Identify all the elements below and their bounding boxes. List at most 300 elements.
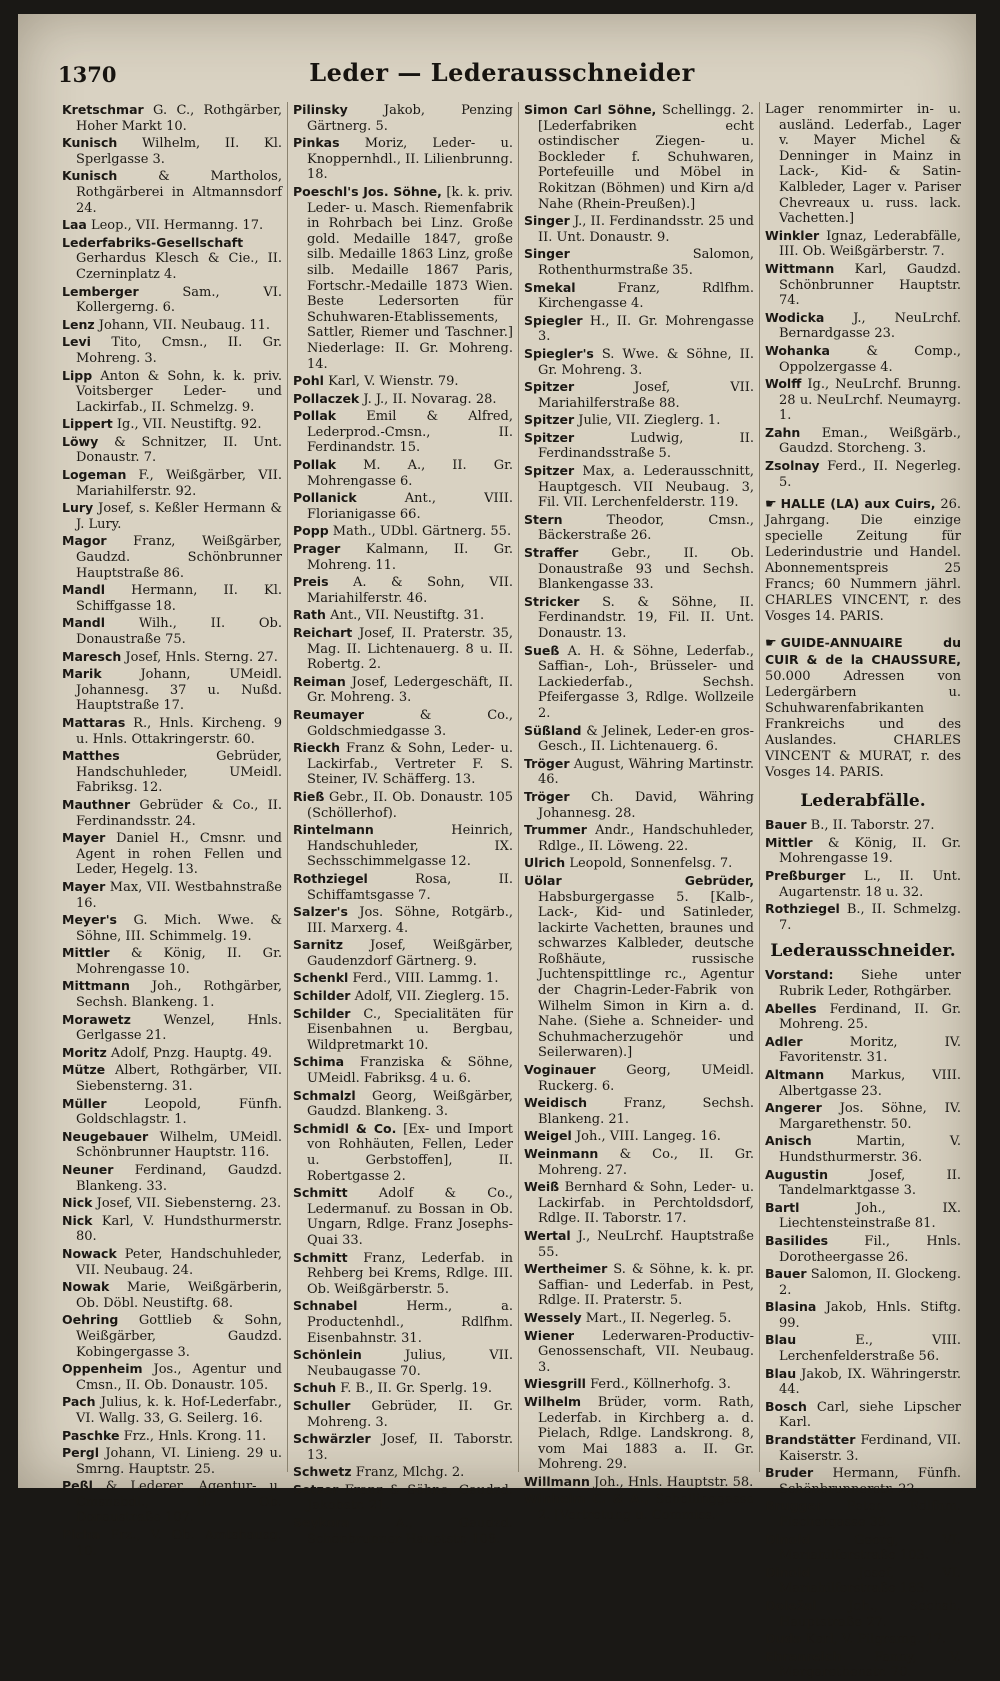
directory-entry	[524, 412, 754, 429]
directory-entry	[62, 1246, 282, 1278]
entry-text: Josef, II. Tandelmarktgasse 3.	[779, 1167, 961, 1199]
directory-entry	[765, 458, 961, 490]
entry-text: Gerhardus Klesch & Cie., II. Czerninplatz 4.	[76, 251, 282, 282]
entry-text: Gebr., II. Ob. Donaustraße 93 und Sechsh. Blankengasse 33.	[538, 546, 754, 593]
entry-name: Kunisch	[62, 135, 118, 151]
directory-entry	[524, 723, 754, 755]
directory-entry	[524, 102, 754, 212]
directory-entry	[293, 740, 513, 788]
entry-name: Winkler	[765, 227, 820, 243]
entry-text: Fil., Hnls. Dorotheergasse 26.	[779, 1233, 961, 1265]
entry-name: Schuh	[293, 1380, 337, 1396]
directory-entry	[62, 748, 282, 796]
entry-text: S. Wwe. & Söhne, II. Gr. Mohreng. 3.	[538, 346, 754, 378]
directory-entry	[62, 1478, 282, 1526]
entry-text: Franz, Mlchg. 2.	[355, 1465, 465, 1481]
directory-entry	[524, 1261, 754, 1309]
entry-name: Popp	[293, 523, 329, 539]
entry-name: Schilder	[293, 1005, 351, 1021]
entry-text: Tito, Cmsn., II. Gr. Mohreng. 3.	[76, 335, 282, 366]
directory-entry	[293, 1054, 513, 1086]
directory-entry	[765, 1233, 961, 1265]
directory-entry	[293, 625, 513, 673]
entry-name: Schmalzl	[293, 1087, 356, 1103]
entry-text: Karl, V. Hundsthurmerstr. 80.	[76, 1213, 282, 1245]
entry-name: Wertheimer	[524, 1261, 608, 1277]
entry-name: Pollanick	[293, 490, 357, 506]
entry-text: Ferdinand, VII. Kaiserstr. 3.	[779, 1433, 961, 1464]
entry-text: Wilh., II. Ob. Donaustraße 75.	[76, 616, 282, 647]
directory-entry	[293, 1431, 513, 1463]
section-heading: Lederausschneider.	[770, 941, 956, 962]
entry-name: Wiener	[524, 1327, 575, 1343]
entry-continuation	[765, 102, 961, 227]
directory-entry	[524, 1228, 754, 1260]
entry-name: Brugger	[765, 1498, 823, 1514]
entry-name: Mütze	[62, 1062, 106, 1078]
entry-text: Ig., NeuLrchf. Brunng. 28 u. NeuLrchf. Neumayrg. 1.	[779, 377, 961, 424]
directory-entry	[524, 213, 754, 245]
directory-entry	[524, 512, 754, 544]
entry-text: F. B., II. Gr. Sperlg. 19.	[340, 1381, 492, 1397]
directory-entry	[293, 490, 513, 522]
entry-text: Georg, VI. Mariahilferstraße 103.	[779, 1532, 961, 1564]
directory-entry	[62, 317, 282, 334]
entry-text: Moritz, IV. Favoritenstr. 31.	[779, 1034, 961, 1066]
directory-entry	[293, 457, 513, 489]
entry-text: Adolf, VII. Zieglerg. 15.	[354, 989, 510, 1005]
entry-name: Wittmann	[765, 260, 835, 276]
entry-name: Voginauer	[524, 1062, 596, 1078]
entry-name: Lipp	[62, 367, 93, 383]
entry-name: Mandl	[62, 582, 106, 598]
entry-name: Lippert	[62, 416, 113, 432]
directory-entry	[765, 1432, 961, 1464]
directory-entry	[293, 1250, 513, 1298]
entry-name: Pollaczek	[293, 390, 360, 406]
directory-entry	[62, 434, 282, 466]
directory-entry	[765, 1649, 961, 1681]
entry-name: Bartl	[765, 1199, 800, 1215]
directory-entry	[293, 970, 513, 987]
entry-name: Dinold	[765, 1564, 811, 1580]
entry-name: Duda	[765, 1631, 802, 1647]
entry-text: Ant., VIII. Florianigasse 66.	[307, 491, 513, 522]
entry-name: Peßl	[62, 1478, 93, 1494]
column-1	[62, 102, 288, 1559]
directory-entry	[293, 707, 513, 739]
directory-entry	[524, 1328, 754, 1376]
entry-text: Andr., Handschuhleder, Rdlge., II. Löweng. 22.	[538, 823, 754, 854]
entry-name: Wilhelm	[524, 1393, 582, 1409]
entry-name: Schönlein	[293, 1347, 362, 1363]
directory-entry	[524, 379, 754, 411]
entry-text: J. J., II. Novarag. 28.	[363, 391, 497, 407]
entry-text: [k. k. priv. Leder- u. Masch. Riemenfabrik in Rohrbach bei Linz. Große gold. Medaille 1847, große silb. Medaille 1863 Linz, große silb. Medaille 1867 Paris, Fortschr.-Medaille 1873 Wien. Beste Ledersorten für Schuhwaren-Etablissements, Sattler, Riemer und Taschner.] Niederlage: II. Gr. Mohreng. 14.	[307, 184, 513, 372]
directory-entry	[293, 871, 513, 903]
entry-name: Doležal	[765, 1597, 817, 1613]
directory-entry	[293, 1088, 513, 1120]
entry-text: Gebrüder, II. Gr. Mohreng. 3.	[307, 1398, 513, 1430]
directory-entry	[62, 1279, 282, 1311]
entry-text: Josef, VII. Mariahilferstraße 88.	[538, 380, 754, 411]
entry-name: Mauthner	[62, 796, 131, 812]
entry-name: Mayer	[62, 878, 106, 894]
directory-entry	[62, 1162, 282, 1194]
directory-entry	[765, 967, 961, 999]
entry-text: Sam., VI. Kollergerng. 6.	[76, 284, 282, 316]
entry-text: Karl, V. Pilgramg. 17.	[805, 1632, 947, 1648]
entry-text: Joh., IX. Liechtensteinstraße 81.	[779, 1200, 961, 1232]
directory-entry	[524, 545, 754, 593]
entry-text: Ferdinand, II. Gr. Mohreng. 25.	[779, 1001, 961, 1033]
entry-name: Lury	[62, 500, 94, 516]
entry-text: Josef, II. Praterstr. 35, Mag. II. Lichtenauerg. 8 u. II. Robertg. 2.	[307, 626, 513, 673]
entry-text: L., II. Unt. Augartenstr. 18 u. 32.	[779, 869, 962, 900]
entry-name: Levi	[62, 334, 91, 350]
entry-text: Ch. David, Währing Johannesg. 28.	[538, 789, 754, 821]
entry-text: & Comp., Oppolzergasse 4.	[779, 343, 961, 375]
entry-name: Wertal	[524, 1227, 571, 1243]
directory-entry	[62, 467, 282, 499]
entry-name: Süßland	[524, 722, 582, 738]
entry-text: Hermann, II. Kl. Schiffgasse 18.	[76, 583, 282, 614]
entry-name: Zahn	[765, 424, 801, 440]
entry-text: & Co., II. Gr. Mohreng. 27.	[538, 1147, 755, 1178]
entry-name: Spitzer	[524, 463, 575, 479]
directory-entry	[765, 1399, 961, 1431]
entry-name: Paschke	[62, 1427, 120, 1443]
entry-name: Schmidl & Co.	[293, 1120, 397, 1136]
directory-entry	[62, 500, 282, 532]
directory-entry	[765, 1167, 961, 1199]
directory-entry	[524, 1128, 754, 1145]
entry-name: Prager	[293, 541, 341, 557]
directory-entry	[293, 1464, 513, 1481]
entry-name: Pach	[62, 1394, 96, 1410]
directory-entry	[293, 822, 513, 870]
entry-text: Daniel H., Cmsnr. und Agent in rohen Fellen und Leder, Hegelg. 13.	[76, 831, 282, 878]
entry-name: Wodicka	[765, 309, 825, 325]
entry-text: Bernhard & Sohn, Leder- u. Lackirfab. in Perchtoldsdorf, Rdlge. II. Taborstr. 17.	[538, 1180, 754, 1227]
directory-entry	[524, 463, 754, 511]
directory-entry	[293, 1006, 513, 1054]
directory-entry	[62, 1012, 282, 1044]
entry-name: Rath	[293, 607, 326, 623]
entry-name: Schmitt	[293, 1185, 348, 1201]
entry-text: & König, II. Gr. Mohrengasse 10.	[76, 946, 282, 977]
directory-entry	[62, 334, 282, 366]
entry-name: Mittmann	[62, 978, 130, 994]
entry-text: Franz & Sohn, Leder- u. Lackirfab., Vertreter F. S. Steiner, IV. Schäfferg. 13.	[307, 741, 513, 788]
entry-text: Adolf & Co., Ledermanuf. zu Bossan in Ob. Ungarn, Rdlge. Franz Josephs-Quai 33.	[307, 1186, 514, 1248]
directory-entry	[293, 1398, 513, 1430]
entry-text: Lager renommirter in- u. ausländ. Lederfab., Lager v. Mayer Michel & Denninger in Mainz in Lack-, Kid- & Satin-Kalbleder, Lager v. Pariser Chevreaux u. russ. lack. Vachetten.]	[765, 102, 961, 227]
directory-entry	[62, 615, 282, 647]
entry-name: Salzer's	[293, 904, 348, 920]
entry-text: Wilhelm, UMeidl. Schönbrunner Hauptstr. 116.	[76, 1129, 282, 1161]
entry-text: G. C., Rothgärber, Hoher Markt 10.	[76, 103, 282, 134]
entry-name: Dinold	[765, 1531, 811, 1547]
entry-text: Josef, s. Keßler Hermann & J. Lury.	[76, 501, 282, 532]
entry-text: Ig., VII. Neustiftg. 92.	[116, 417, 262, 433]
entry-name: Blasina	[765, 1299, 817, 1315]
directory-entry	[62, 1096, 282, 1128]
entry-text: A. & Sohn, VII. Mariahilferstr. 46.	[307, 575, 513, 606]
directory-entry	[293, 674, 513, 706]
directory-entry	[765, 1532, 961, 1564]
entry-name: Magor	[62, 533, 107, 549]
directory-entry	[524, 1491, 754, 1523]
directory-entry	[765, 868, 961, 900]
entry-text: Franziska & Söhne, UMeidl. Fabriksg. 4 u. 6.	[307, 1055, 513, 1087]
entry-name: Trummer	[524, 822, 587, 838]
entry-text: Fanny, V. Margarethenstr. 70.	[779, 1649, 961, 1681]
entry-name: GUIDE-ANNUAIRE du CUIR & de la CHAUSSURE,	[765, 635, 961, 668]
entry-text: Math., UDbl. Gärtnerg. 55.	[332, 524, 512, 540]
entry-text: Johann, VI. Linieng. 29 u. Smrng. Hauptstr. 25.	[76, 1446, 282, 1477]
directory-entry	[62, 1312, 282, 1360]
directory-entry	[765, 343, 961, 375]
directory-entry	[62, 978, 282, 1010]
directory-entry	[293, 408, 513, 456]
entry-name: Wessely	[524, 1309, 582, 1325]
entry-text: Josef, Weißgärber, Gaudenzdorf Gärtnerg. 9.	[307, 938, 513, 969]
entry-name: Kunisch	[62, 168, 118, 184]
entry-name: Nowak	[62, 1279, 110, 1295]
entry-name: Spitzer	[524, 379, 575, 395]
entry-text: Eman., Weißgärb., Gaudzd. Storcheng. 3.	[779, 425, 961, 457]
entry-text: Adolf, Pnzg. Hauptg. 49.	[110, 1045, 273, 1061]
entry-text: Salomon, II. Glockeng. 2.	[779, 1267, 961, 1298]
entry-text: R., Hnls. Kircheng. 9 u. Hnls. Ottakringerstr. 60.	[76, 715, 282, 747]
directory-entry	[524, 1146, 754, 1178]
entry-text: Gebr., II. Ob. Donaustr. 105 (Schöllerhof).	[307, 789, 513, 821]
directory-entry	[765, 1034, 961, 1066]
entry-text: Peter, Rdlfhm. Fischergasse 39.	[779, 1499, 961, 1530]
entry-text: Leop., VII. Hermanng. 17.	[90, 218, 264, 234]
entry-name: Moritz	[62, 1044, 107, 1060]
entry-text: August, Währing Martinstr. 46.	[538, 756, 754, 788]
entry-name: Stricker	[524, 593, 580, 609]
entry-name: Rieß	[293, 788, 325, 804]
directory-entry	[293, 541, 513, 573]
entry-text: Julie, VII. Zieglerg. 1.	[578, 413, 721, 429]
directory-entry	[62, 135, 282, 167]
entry-text: Marie, Weißgärberin, Ob. Döbl. Neustiftg. 68.	[76, 1280, 282, 1311]
entry-text: Josef, VI. Mariahilferstraße 183.	[779, 1565, 961, 1597]
directory-entry	[62, 235, 282, 283]
entry-text: Schellinggasse 2. [Vertretung u. Commiss.-	[538, 1492, 754, 1524]
directory-entry	[524, 1062, 754, 1094]
directory-entry	[293, 184, 513, 372]
entry-text: Ludwig, II. Ferdinandsstraße 5.	[538, 430, 754, 462]
entry-name: Singer	[524, 213, 570, 229]
directory-entry	[765, 310, 961, 342]
entry-text: J., II. Ferdinandsstr. 25 und II. Unt. Donaustr. 9.	[538, 214, 754, 245]
entry-text: A. H. & Söhne, Lederfab., Saffian-, Loh-, Brüsseler- und Lackiederfab., Sechsh. Pfeifergasse 3, Rdlge. Wollzeile 2.	[538, 643, 754, 721]
entry-name: Rothziegel	[765, 901, 840, 917]
entry-text: Albert, Rothgärber, VII. Siebensterng. 31.	[76, 1063, 282, 1095]
entry-text: Emil & Alfred, Lederprod.-Cmsn., II. Ferdinandstr. 15.	[307, 409, 513, 456]
entry-name: Mittler	[765, 834, 813, 850]
entry-name: Nowack	[62, 1245, 117, 1261]
directory-entry	[62, 533, 282, 581]
entry-name: Bauer	[765, 817, 807, 833]
entry-name: Simon Carl Söhne,	[524, 102, 657, 117]
directory-entry	[765, 1299, 961, 1331]
directory-entry	[293, 1121, 513, 1184]
entry-name: Pilinsky	[293, 102, 348, 117]
entry-name: Matthes	[62, 748, 120, 764]
entry-text: M. A., II. Gr. Mohrengasse 6.	[307, 458, 513, 489]
entry-text: Hermann, Fünfh. Schönbrunnerstr. 22.	[779, 1466, 961, 1497]
entry-name: Blau	[765, 1332, 797, 1348]
directory-entry	[62, 1445, 282, 1477]
entry-text: Theodor, Cmsn., Bäckerstraße 26.	[538, 512, 754, 544]
directory-entry	[765, 1565, 961, 1597]
entry-name: Rintelmann	[293, 822, 374, 838]
entry-text: & Martholos, Rothgärberei in Altmannsdorf 24.	[76, 169, 282, 216]
entry-name: Marik	[62, 666, 102, 682]
entry-name: Schwärzler	[293, 1431, 371, 1447]
entry-name: Bruder	[765, 1465, 814, 1481]
entry-name: Neugebauer	[62, 1128, 149, 1144]
entry-text: Ignaz, Lederabfälle, III. Ob. Weißgärberstr. 7.	[779, 228, 961, 260]
directory-entry	[62, 830, 282, 878]
entry-name: Wiesgrill	[524, 1376, 586, 1392]
directory-entry	[62, 1129, 282, 1161]
entry-text: E., VIII. Lerchenfelderstraße 56.	[779, 1333, 961, 1365]
entry-name: Lenz	[62, 316, 95, 332]
directory-entry	[765, 1366, 961, 1398]
entry-name: Pollak	[293, 457, 337, 473]
entry-name: Reiman	[293, 673, 346, 689]
entry-name: Vorstand:	[765, 967, 834, 983]
entry-text: Peter, Handschuhleder, VII. Neubaug. 24.	[76, 1246, 282, 1278]
entry-name: Mayer	[62, 830, 106, 846]
entry-text: Wenzel, Hnls. Gerlgasse 21.	[76, 1012, 282, 1044]
directory-entry	[62, 368, 282, 416]
entry-text: Johann, UMeidl. Johannesg. 37 u. Nußd. Hauptstraße 17.	[76, 667, 282, 714]
entry-text: Herm., a. Productenhdl., Rdlfhm. Eisenbahnstr. 31.	[307, 1299, 513, 1346]
directory-entry	[765, 835, 961, 867]
entry-name: Bosch	[765, 1398, 807, 1414]
entry-name: Spitzer	[524, 412, 575, 428]
entry-text: Jos., Agentur und Cmsn., II. Ob. Donaustr. 105.	[76, 1362, 282, 1393]
entry-text: S. & Söhne, II. Ferdinandstr. 19, Fil. II. Unt. Donaustr. 13.	[538, 594, 754, 641]
entry-text: & Co., Goldschmiedgasse 3.	[307, 707, 513, 739]
entry-name: Spiegler's	[524, 345, 594, 361]
entry-name: Augustin	[765, 1166, 829, 1182]
entry-name: Preis	[293, 574, 329, 590]
directory-entry	[524, 643, 754, 722]
entry-name: Laa	[62, 217, 87, 233]
directory-entry	[524, 855, 754, 872]
entry-text: Brüder, vorm. Rath, Lederfab. in Kirchberg a. d. Pielach, Rdlge. Landskrong. 8, vom Mai 1883 a. II. Gr. Mohreng. 29.	[538, 1394, 754, 1473]
entry-text: B., II. Schmelzg. 7.	[779, 902, 961, 933]
entry-name: Weigel	[524, 1128, 572, 1144]
entry-text: Moriz, Leder- u. Knoppernhdl., II. Lilienbrunng. 18.	[307, 136, 513, 183]
entry-name: Smekal	[524, 279, 576, 295]
entry-text: Ferd., VIII. Lammg. 1.	[352, 971, 499, 987]
page-number: 1370	[58, 62, 117, 87]
directory-entry	[765, 1598, 961, 1630]
entry-text: C., Specialitäten für Eisenbahnen u. Bergbau, Wildpretmarkt 10.	[307, 1006, 513, 1053]
entry-name: Sarnitz	[293, 937, 344, 953]
directory-entry	[524, 1095, 754, 1127]
directory-entry	[524, 594, 754, 642]
directory-entry	[293, 789, 513, 821]
entry-name: Pinkas	[293, 135, 340, 151]
directory-entry	[62, 582, 282, 614]
entry-text: & König, II. Gr. Mohrengasse 19.	[779, 835, 961, 867]
directory-entry	[765, 1631, 961, 1648]
entry-text: Josef, II. Taborstr. 13.	[307, 1432, 513, 1463]
directory-entry	[524, 1474, 754, 1491]
entry-name: Setzer	[293, 1481, 339, 1497]
entry-name: Zsolnay	[765, 458, 820, 474]
entry-name: Meyer's	[62, 912, 117, 928]
entry-name: Schima	[293, 1054, 345, 1070]
directory-entry	[524, 1310, 754, 1327]
directory-entry	[765, 425, 961, 457]
page-header	[58, 58, 946, 98]
directory-entry	[293, 391, 513, 408]
entry-name: Rothziegel	[293, 870, 368, 886]
entry-text: Franz, Rdlfhm. Kirchengasse 4.	[538, 280, 754, 312]
directory-entry	[524, 313, 754, 345]
directory-entry	[293, 1515, 513, 1547]
entry-name: Basilides	[765, 1232, 829, 1248]
entry-name: Oppenheim	[62, 1361, 143, 1377]
entry-text: 26. Jahrgang. Die einzige specielle Zeitung für Lederindustrie und Handel. Abonnementspreis 25 Francs; 60 Nummern jährl. CHARLES VINCENT, r. des Vosges 14. PARIS.	[765, 497, 961, 625]
directory-entry	[765, 1067, 961, 1099]
column-2	[293, 102, 519, 1547]
entry-name: Nick	[62, 1212, 93, 1228]
entry-name: Spitzer	[524, 429, 575, 445]
entry-text: Georg, Weißgärber, Gaudzd. Blankeng. 3.	[307, 1088, 513, 1120]
directory-entry	[62, 945, 282, 977]
directory-entry	[62, 879, 282, 911]
directory-entry	[765, 1001, 961, 1033]
directory-entry	[765, 1200, 961, 1232]
pointing-hand-icon: ☛	[765, 636, 777, 652]
entry-name: Straffer	[524, 545, 579, 561]
entry-text: Mart., II. Negerleg. 5.	[585, 1310, 732, 1326]
entry-text: G. Mich. Wwe. & Söhne, III. Schimmelg. 19.	[76, 913, 282, 944]
directory-entry	[62, 1527, 282, 1559]
entry-name: Pergl	[62, 1445, 100, 1461]
entry-text: Julius, VII. Neubaugasse 70.	[307, 1348, 513, 1379]
directory-entry	[524, 873, 754, 1061]
directory-entry	[765, 817, 961, 834]
entry-name: Lederfabriks-Gesellschaft	[62, 234, 244, 250]
entry-name: HALLE (LA) aux Cuirs,	[780, 496, 936, 512]
entry-text: Siehe unter Rubrik Leder, Rothgärber.	[779, 968, 961, 999]
directory-entry	[293, 988, 513, 1005]
entry-text: Markus, VIII. Albertgasse 23.	[779, 1067, 961, 1099]
entry-text: F., Weißgärber, VII. Mariahilferstr. 92.	[76, 468, 282, 499]
entry-text: Karl, V. Wienstr. 79.	[328, 374, 459, 390]
entry-name: Preßburger	[765, 868, 846, 884]
entry-name: Spiegler	[524, 312, 583, 328]
entry-name: Abelles	[765, 1000, 817, 1016]
directory-entry	[293, 574, 513, 606]
directory-entry	[765, 1100, 961, 1132]
directory-entry	[524, 756, 754, 788]
entry-text: Jakob, Hnls. Stiftg. 99.	[779, 1300, 961, 1331]
